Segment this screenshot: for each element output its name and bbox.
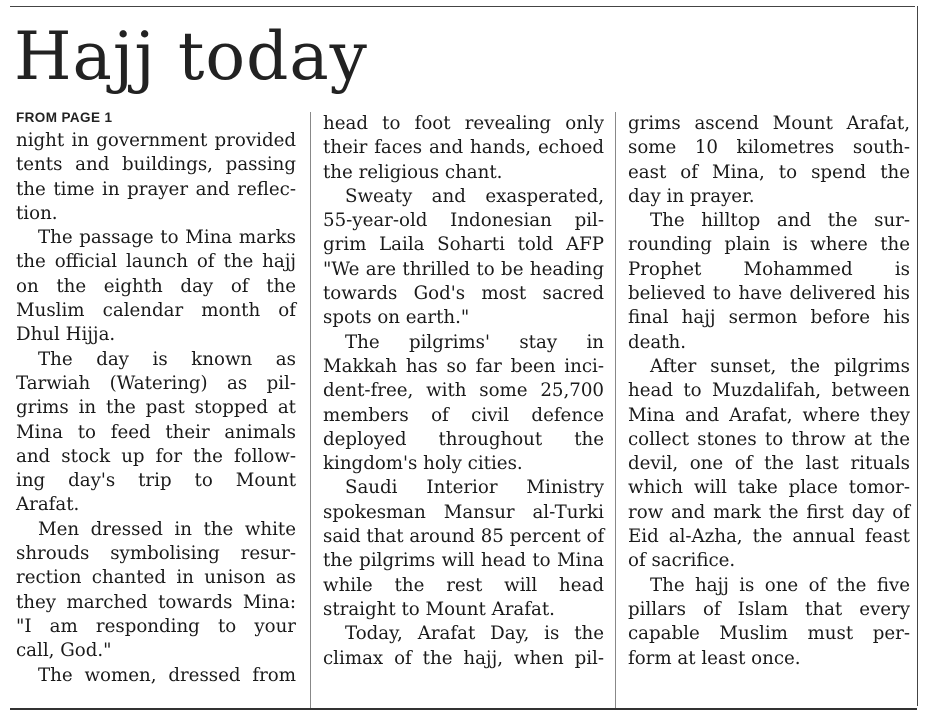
article-text-line: ing day's trip to Mount — [16, 470, 296, 492]
article-text-line: members of civil defence — [323, 404, 604, 426]
article-text-line: they marched towards Mina: — [16, 591, 296, 613]
article-text-line: death. — [628, 331, 687, 353]
article-text-line: night in government provided — [16, 130, 296, 151]
article-text-line: Today, Arafat Day, is the — [345, 623, 604, 645]
article-text-line: The day is known as — [38, 348, 296, 370]
article-text-line: Arafat. — [16, 494, 80, 516]
article-text-line: deployed throughout the — [323, 428, 604, 450]
article-text-line: After sunset, the pilgrims — [650, 355, 910, 377]
article-text-line: rounding plain is where the — [628, 234, 910, 256]
article-text-line: kingdom's holy cities. — [323, 453, 523, 475]
article-text-line: Eid al-Azha, the annual feast — [628, 526, 910, 548]
article-text-line: Men dressed in the white — [38, 518, 296, 540]
top-rule — [10, 6, 915, 7]
article-text-line: their faces and hands, echoed — [323, 137, 604, 159]
article-text-line: pillars of Islam that every — [628, 598, 910, 620]
article-text-line: straight to Mount Arafat. — [323, 598, 555, 620]
article-text-line: row and mark the first day of — [628, 501, 910, 523]
article-text-line: The passage to Mina marks — [38, 227, 296, 249]
article-text-line: The pilgrims' stay in — [345, 331, 604, 353]
headline: Hajj today — [14, 18, 368, 95]
article-text-line: grims ascend Mount Arafat, — [628, 113, 910, 134]
article-text-line: The women, dressed from — [38, 664, 296, 686]
article-text-line: Tarwiah (Watering) as pil- — [16, 372, 296, 394]
article-text-line: devil, one of the last rituals — [628, 453, 910, 475]
article-text-line: form at least once. — [628, 647, 801, 669]
article-text-line: tion. — [16, 202, 58, 224]
article-text-line: tents and buildings, passing — [16, 154, 296, 176]
article-column-2 — [323, 112, 604, 671]
article-text-line: collect stones to throw at the — [628, 428, 910, 450]
bottom-rule — [10, 708, 917, 710]
article-text-line: the official launch of the hajj — [16, 251, 296, 273]
article-text-line: capable Muslim must per- — [628, 623, 910, 645]
article-text-line: the pilgrims will head to Mina — [323, 550, 604, 572]
article-column-3 — [628, 112, 910, 671]
article-text-line: east of Mina, to spend the — [628, 161, 910, 183]
article-text-line: the religious chant. — [323, 161, 503, 183]
article-text-line: Sweaty and exasperated, — [345, 185, 604, 207]
article-text-line: call, God." — [16, 640, 112, 662]
article-text-line: dent-free, with some 25,700 — [323, 380, 604, 402]
article-text-line: some 10 kilometres south- — [628, 137, 910, 159]
article-text-line: which will take place tomor- — [628, 477, 910, 499]
article-text-line: Mina to feed their animals — [16, 421, 296, 443]
article-text-line: shrouds symbolising resur- — [16, 543, 296, 565]
article-text-line: day in prayer. — [628, 185, 755, 207]
article-text-line: believed to have delivered his — [628, 283, 910, 305]
article-text-line: "I am responding to your — [16, 615, 296, 637]
article-column-1 — [16, 129, 296, 688]
article-text-line: Mina and Arafat, where they — [628, 404, 910, 426]
article-text-line: The hilltop and the sur- — [650, 210, 910, 232]
article-text-line: on the eighth day of the — [16, 275, 296, 297]
article-text-line: grims in the past stopped at — [16, 397, 296, 419]
article-text-line: said that around 85 percent of — [323, 526, 605, 548]
article-text-line: grim Laila Soharti told AFP — [323, 234, 604, 256]
article-text-line: head to foot revealing only — [323, 113, 604, 134]
article-text-line: rection chanted in unison as — [16, 567, 296, 589]
article-text-line: Saudi Interior Ministry — [345, 477, 604, 499]
article-text-line: The hajj is one of the five — [650, 574, 910, 596]
article-text-line: and stock up for the follow- — [16, 445, 296, 467]
article-text-line: spots on earth." — [323, 307, 470, 329]
article-text-line: Muslim calendar month of — [16, 300, 296, 322]
article-text-line: 55-year-old Indonesian pil- — [323, 210, 604, 232]
column-divider — [615, 112, 616, 708]
right-border-rule — [917, 6, 918, 706]
article-text-line: spokesman Mansur al-Turki — [323, 501, 604, 523]
article-text-line: the time in prayer and reflec- — [16, 178, 296, 200]
article-text-line: head to Muzdalifah, between — [628, 380, 910, 402]
column-divider — [310, 112, 311, 708]
kicker-from-page: FROM PAGE 1 — [16, 110, 113, 125]
article-text-line: climax of the hajj, when pil- — [323, 647, 604, 669]
article-text-line: Prophet Mohammed is — [628, 258, 910, 280]
article-text-line: while the rest will head — [323, 574, 604, 596]
article-text-line: Makkah has so far been inci- — [323, 355, 604, 377]
article-text-line: "We are thrilled to be heading — [323, 258, 604, 280]
article-text-line: of sacrifice. — [628, 550, 736, 572]
article-text-line: final hajj sermon before his — [628, 307, 910, 329]
article-text-line: Dhul Hijja. — [16, 324, 116, 346]
article-text-line: towards God's most sacred — [323, 283, 604, 305]
